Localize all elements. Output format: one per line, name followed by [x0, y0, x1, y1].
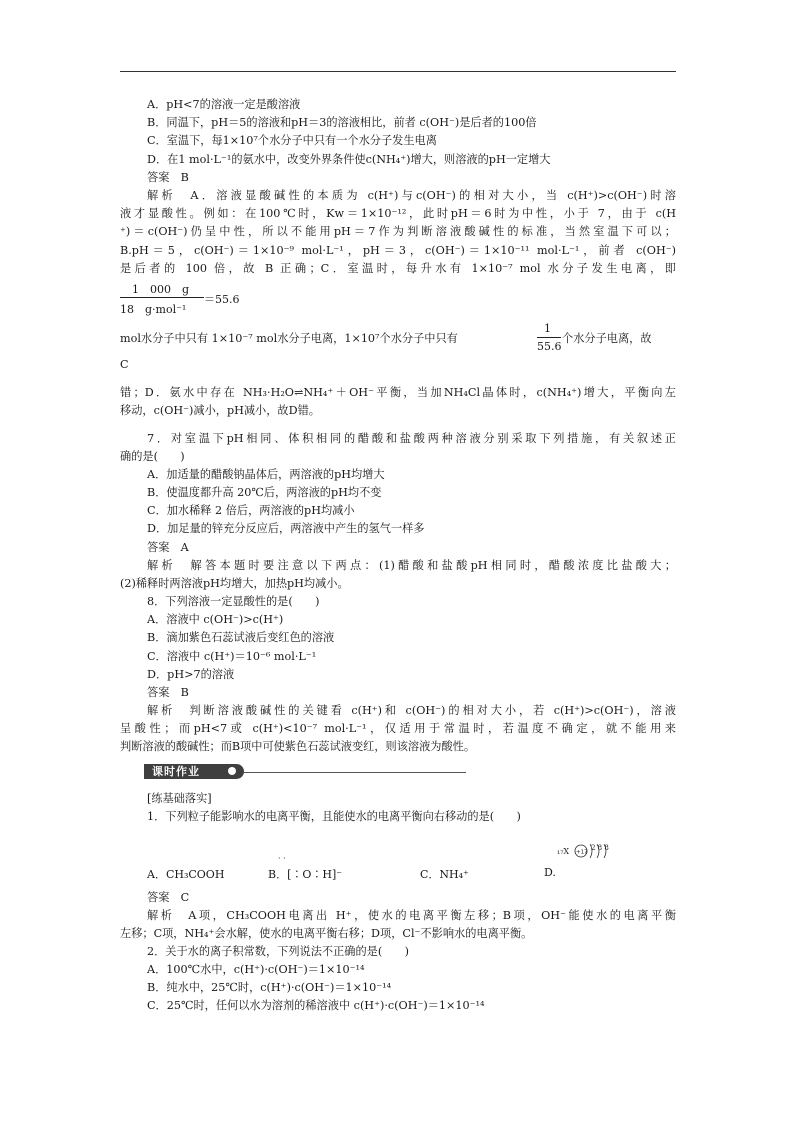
answer-line: 答案 A — [147, 541, 189, 554]
analysis-line: 解析 判断溶液酸碱性的关键看 c(H⁺)和 c(OH⁻)的相对大小，若 c(H⁺)>c(OH⁻)，溶液 — [147, 704, 676, 717]
analysis-line: 判断溶液的酸碱性；而B项中可使紫色石蕊试液变红，则该溶液为酸性。 — [120, 740, 476, 753]
analysis-line: (2)稀释时两溶液pH均增大，加热pH均减小。 — [120, 577, 349, 590]
lone-pair-dots: · · — [278, 854, 286, 863]
fraction-bar — [537, 337, 561, 338]
question-7: 7．对室温下pH相同、体积相同的醋酸和盐酸两种溶液分别采取下列措施，有关叙述正 — [147, 432, 676, 445]
analysis-line: 是后者的 100 倍，故 B 正确；C．室温时，每升水有 1×10⁻⁷ mol 水分子发生电离，即 — [120, 262, 676, 275]
atom-symbol: ₁₇X — [557, 847, 570, 856]
fraction-denominator: 18 g·mol⁻¹ — [120, 303, 187, 316]
option-b: B．纯水中，25℃时，c(H⁺)·c(OH⁻)＝1×10⁻¹⁴ — [147, 981, 392, 994]
answer-line: 答案 B — [147, 686, 189, 699]
option-a: A．加适量的醋酸钠晶体后，两溶液的pH均增大 — [147, 468, 385, 481]
option-a: A．100℃水中，c(H⁺)·c(OH⁻)＝1×10⁻¹⁴ — [147, 963, 365, 976]
section-banner-title: 课时作业 — [152, 765, 200, 778]
option-a: A．溶液中 c(OH⁻)>c(H⁺) — [147, 613, 284, 626]
analysis-line: 液才显酸性。例如：在100℃时，Kw＝1×10⁻¹²，此时pH＝6时为中性，小于 7，由于 c(H — [120, 207, 676, 220]
choice-b: B．[∶O∶H]⁻ — [268, 868, 343, 881]
fraction-numerator: 1 — [544, 322, 551, 335]
choice-d: D. — [544, 866, 556, 879]
analysis-line: 左移；C项，NH₄⁺会水解，使水的电离平衡右移；D项，Cl⁻不影响水的电离平衡。 — [120, 927, 533, 940]
fraction-value: ＝55.6 — [204, 293, 240, 306]
fraction-numerator: 1 000 g — [132, 283, 190, 296]
fraction-bar — [120, 297, 204, 298]
answer-line: 答案 C — [147, 891, 190, 904]
choice-c: C．NH₄⁺ — [420, 868, 469, 881]
option-b: B．同温下，pH＝5的溶液和pH＝3的溶液相比，前者 c(OH⁻)是后者的100倍 — [147, 116, 537, 129]
option-c: C．室温下，每1×10⁷个水分子中只有一个水分子发生电离 — [147, 134, 437, 147]
choice-a: A．CH₃COOH — [147, 868, 225, 881]
header-rule — [120, 71, 676, 72]
option-d: D．加足量的锌充分反应后，两溶液中产生的氢气一样多 — [147, 522, 425, 535]
option-d: D．pH>7的溶液 — [147, 668, 235, 681]
banner-dot-icon — [228, 767, 236, 775]
analysis-line: ⁺)＝c(OH⁻)仍呈中性，所以不能用pH＝7作为判断溶液酸碱性的标准，当然室温下可以； — [120, 225, 676, 238]
fraction-denominator: 55.6 — [537, 340, 562, 353]
question-7-cont: 确的是( ) — [120, 450, 185, 463]
analysis-line: 移动，c(OH⁻)减小，pH减小，故D错。 — [120, 404, 320, 417]
answer-line: 答案 B — [147, 171, 189, 184]
option-c: C．加水稀释 2 倍后，两溶液的pH均减小 — [147, 504, 355, 517]
question-2: 2．关于水的离子积常数，下列说法不正确的是( ) — [147, 945, 409, 958]
analysis-line: 解析 A项，CH₃COOH电离出 H⁺，使水的电离平衡左移；B项，OH⁻能使水的电离平衡 — [147, 909, 676, 922]
analysis-line: C — [120, 358, 129, 371]
analysis-line: 呈酸性；而pH<7或 c(H⁺)<10⁻⁷ mol·L⁻¹，仅适用于常温时，若温度不确定，就不能用来 — [120, 722, 676, 735]
banner-rule — [244, 772, 466, 773]
option-c: C．25℃时，任何以水为溶剂的稀溶液中 c(H⁺)·c(OH⁻)＝1×10⁻¹⁴ — [147, 999, 485, 1012]
atom-structure-diagram — [557, 840, 627, 866]
analysis-line: B.pH＝5，c(OH⁻)＝1×10⁻⁹ mol·L⁻¹，pH＝3，c(OH⁻)＝1×10⁻¹¹ mol·L⁻¹，前者 c(OH⁻) — [120, 244, 676, 257]
analysis-line: 解析 解答本题时要注意以下两点：(1)醋酸和盐酸pH相同时，醋酸浓度比盐酸大； — [147, 559, 676, 572]
question-8: 8．下列溶液一定显酸性的是( ) — [147, 595, 320, 608]
option-b: B．使温度都升高 20℃后，两溶液的pH均不变 — [147, 486, 382, 499]
atom-shells: 2 8 8 — [591, 844, 609, 852]
section-subtitle: [练基础落实] — [147, 792, 212, 805]
option-d: D．在1 mol·L⁻¹的氨水中，改变外界条件使c(NH₄⁺)增大，则溶液的pH一定增大 — [147, 153, 551, 166]
analysis-line: 错；D．氨水中存在 NH₃·H₂O⇌NH₄⁺＋OH⁻平衡，当加NH₄Cl晶体时，c(NH₄⁺)增大，平衡向左 — [120, 386, 676, 399]
option-a: A．pH<7的溶液一定是酸溶液 — [147, 98, 301, 111]
atom-nucleus: +17 — [576, 849, 588, 856]
option-b: B．滴加紫色石蕊试液后变红色的溶液 — [147, 631, 335, 644]
analysis-line: 解析 A．溶液显酸碱性的本质为 c(H⁺)与c(OH⁻)的相对大小，当 c(H⁺)>c(OH⁻)时溶 — [147, 189, 676, 202]
analysis-line: mol水分子中只有 1×10⁻⁷ mol水分子电离，1×10⁷个水分子中只有 — [120, 332, 458, 345]
analysis-line: 个水分子电离，故 — [562, 332, 652, 345]
question-1: 1．下列粒子能影响水的电离平衡，且能使水的电离平衡向右移动的是( ) — [147, 810, 521, 823]
option-c: C．溶液中 c(H⁺)＝10⁻⁶ mol·L⁻¹ — [147, 650, 317, 663]
